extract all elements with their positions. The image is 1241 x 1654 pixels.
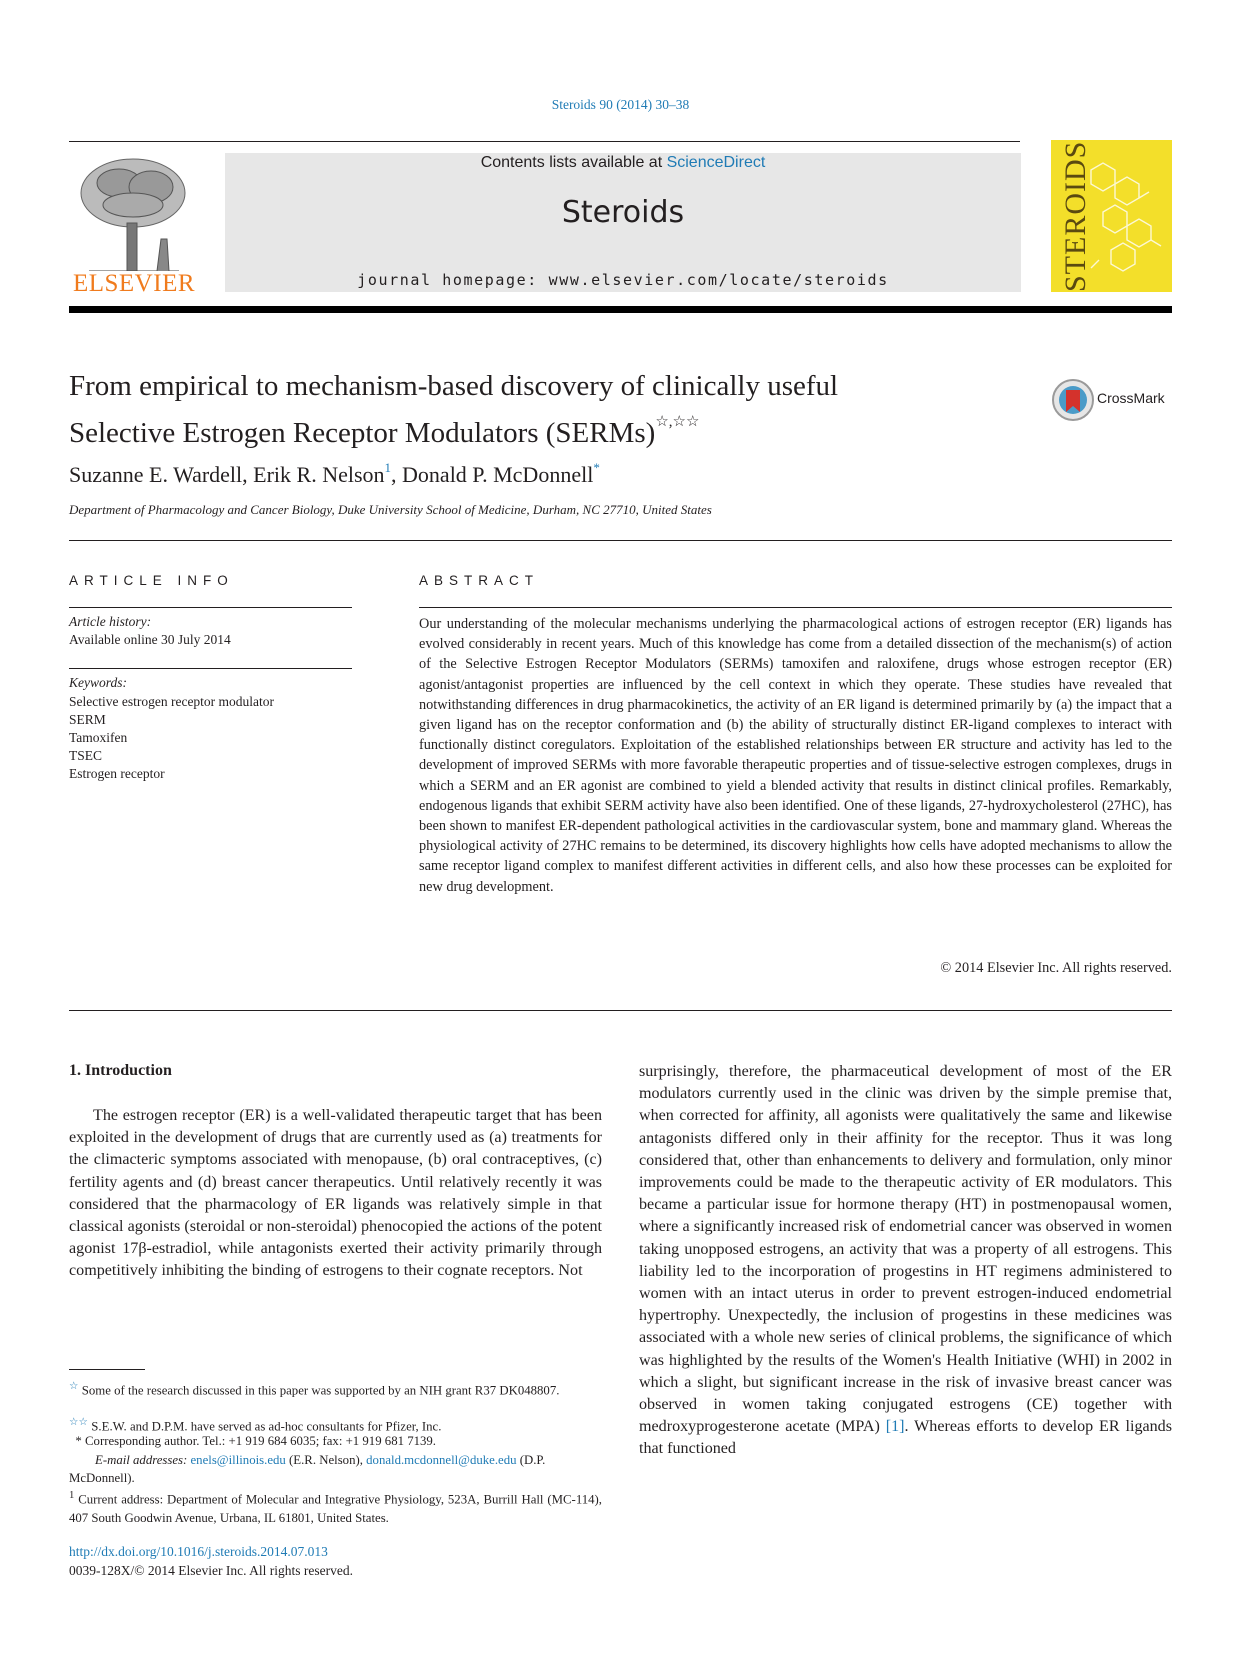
- email-owner: (E.R. Nelson),: [285, 1453, 367, 1467]
- header-thick-rule: [69, 306, 1172, 313]
- crossmark-label: CrossMark: [1097, 390, 1165, 406]
- article-history-value: Available online 30 July 2014: [69, 632, 231, 647]
- footnote-mark: ☆☆: [69, 1417, 89, 1428]
- journal-homepage[interactable]: journal homepage: www.elsevier.com/locate/steroids: [357, 271, 889, 289]
- footnote-text: Corresponding author. Tel.: +1 919 684 6035; fax: +1 919 681 7139.: [81, 1434, 436, 1448]
- doi-link[interactable]: http://dx.doi.org/10.1016/j.steroids.2014.07.013: [69, 1544, 328, 1559]
- header-rule: [69, 141, 1020, 142]
- section-heading: 1. Introduction: [69, 1062, 172, 1079]
- footnote-rule: [69, 1369, 145, 1370]
- footnote-mark: ☆: [69, 1381, 79, 1392]
- footnote-text: S.E.W. and D.P.M. have served as ad-hoc consultants for Pfizer, Inc.: [88, 1419, 442, 1434]
- contents-line: [225, 154, 1021, 172]
- section-rule: [69, 1010, 1172, 1011]
- reference-link[interactable]: [1]: [885, 1418, 905, 1436]
- abstract-heading: ABSTRACT: [419, 573, 540, 588]
- cover-title: STEROIDS: [1059, 140, 1092, 292]
- keyword-item: SERM: [69, 712, 106, 727]
- article-info-rule: [69, 668, 352, 669]
- keyword-item: Selective estrogen receptor modulator: [69, 694, 275, 709]
- footnote: [69, 1432, 602, 1450]
- author-name: Donald P. McDonnell: [402, 462, 594, 487]
- author-name: Suzanne E. Wardell: [69, 462, 243, 487]
- body-column-left: The estrogen receptor (ER) is a well-validated therapeutic target that has been exploited in the development of drugs that are currently used as (a) treatments for the climacteric symptoms associated with menopause, (b) oral contraceptives, (c) fertility agents and (d) breast cancer therapeutics. Until relatively recently it was considered that the pharmacology of ER ligands was relatively simple in that classical agonists (steroidal or non-steroidal) phenocopied the actions of the potent agonist 17β-estradiol, while antagonists exerted their activity primarily through competitively inhibiting the binding of estrogens to their cognate receptors. Not: [69, 1107, 602, 1280]
- footnote: [69, 1487, 602, 1527]
- body-paragraph-tail: . Whereas efforts to develop ER ligands that functioned: [639, 1418, 1172, 1458]
- keyword-item: Estrogen receptor: [69, 766, 165, 781]
- title-footnote-marks[interactable]: ☆,☆☆: [655, 414, 700, 430]
- crossmark-button[interactable]: [1051, 378, 1201, 422]
- journal-name: Steroids: [561, 195, 685, 230]
- journal-cover-thumbnail: [1051, 140, 1172, 292]
- footnote-mark: *: [75, 1434, 82, 1448]
- corresponding-author-mark[interactable]: *: [593, 460, 600, 475]
- author-footnote-mark[interactable]: 1: [384, 460, 392, 475]
- crossmark-icon: [1051, 378, 1095, 422]
- contents-prefix: Contents lists available at: [480, 154, 667, 171]
- article-info-rule: [69, 607, 352, 608]
- issn-line: 0039-128X/© 2014 Elsevier Inc. All rights reserved.: [69, 1563, 353, 1578]
- publisher-wordmark: ELSEVIER: [72, 270, 196, 297]
- affiliation: Department of Pharmacology and Cancer Biology, Duke University School of Medicine, Durham, NC 27710, United States: [69, 502, 712, 517]
- email-owner: (D.P. McDonnell).: [69, 1453, 546, 1486]
- keyword-item: Tamoxifen: [69, 730, 128, 745]
- keywords-list: [69, 693, 274, 783]
- title-line-1: From empirical to mechanism-based discovery of clinically useful: [69, 370, 839, 402]
- body-column-right: [639, 1061, 1172, 1461]
- body-paragraph: surprisingly, therefore, the pharmaceutical development of most of the ER modulators currently used in the clinic was driven by the simple premise that, when corrected for affinity, all agonists were qualitatively the same and likewise antagonists differed only in their affinity for the receptor. Thus it was long considered that, other than enhancements to delivery and formulation, only minor improvements could be made to the therapeutic activity of ER modulators. This became a particular issue for hormone therapy (HT) in postmenopausal women, where a significantly increased risk of endometrial cancer was observed in women taking unopposed estrogens, an activity that was a property of all estrogens. This liability led to the incorporation of progestins in HT regimens administered to women with an intact uterus in order to prevent estrogen-induced endometrial hypertrophy. Unexpectedly, the inclusion of progestins in these medicines was associated with a whole new series of clinical problems, the significance of which was highlighted by the results of the Women's Health Initiative (WHI) in 2002 in which a slight, but significant increase in the risk of invasive breast cancer was observed in women taking conjugated estrogens (CE) together with medroxyprogesterone acetate (MPA): [639, 1063, 1172, 1436]
- footnote-emails: [69, 1451, 602, 1488]
- journal-banner: [225, 153, 1021, 292]
- section-rule: [69, 540, 1172, 541]
- footnote-mark: 1: [69, 1490, 75, 1501]
- author-list: Suzanne E. Wardell, Erik R. Nelson$^1$, Donald P. McDonnell*: [69, 460, 600, 487]
- keywords-label: Keywords:: [69, 675, 127, 690]
- abstract-copyright: © 2014 Elsevier Inc. All rights reserved.: [940, 960, 1172, 976]
- abstract-text: Our understanding of the molecular mechanisms underlying the pharmacological actions of estrogen receptor (ER) ligands has evolved considerably in recent years. Much of this knowledge has come from a detailed dissection of the mechanism(s) of action of the Selective Estrogen Receptor Modulators (SERMs) tamoxifen and raloxifene, drugs whose estrogen receptor (ER) agonist/antagonist properties are influenced by the cell context in which they operate. These studies have revealed that notwithstanding differences in drug pharmacokinetics, the activity of an ER ligand is determined primarily by (a) the impact that a given ligand has on the receptor conformation and (b) the ability of structurally distinct ER-ligand complexes to interact with functionally distinct coregulators. Exploitation of the established relationships between ER structure and activity has led to the development of improved SERMs with more favorable therapeutic properties and of tissue-selective estrogen complexes, drugs in which a SERM and an ER agonist are combined to yield a blended activity that results in distinct clinical profiles. Remarkably, endogenous ligands that exhibit SERM activity have also been identified. One of these ligands, 27-hydroxycholesterol (27HC), has been shown to manifest ER-dependent pathological activities in the cardiovascular system, bone and mammary gland. Whereas the physiological activity of 27HC remains to be determined, its discovery highlights how cells have adopted mechanisms to allow the same receptor ligand complex to manifest different activities in different cells, and also how these processes can be exploited for new drug development.: [419, 616, 1172, 895]
- title-line-2: Selective Estrogen Receptor Modulators (SERMs): [69, 417, 656, 449]
- footnote-text: Current address: Department of Molecular and Integrative Physiology, 523A, Burrill Hall (MC-114), 407 South Goodwin Avenue, Urbana, IL 61801, United States.: [69, 1492, 602, 1525]
- email-link[interactable]: enels@illinois.edu: [190, 1453, 286, 1467]
- journal-reference-link[interactable]: Steroids 90 (2014) 30–38: [551, 97, 690, 112]
- footnote: [69, 1378, 602, 1400]
- email-link[interactable]: donald.mcdonnell@duke.edu: [366, 1453, 517, 1467]
- article-info-heading: ARTICLE INFO: [69, 573, 234, 588]
- abstract-rule: [419, 607, 1172, 608]
- article-history-label: Article history:: [69, 614, 152, 629]
- keyword-item: TSEC: [69, 748, 103, 763]
- article-title: [69, 368, 969, 451]
- author-name: Erik R. Nelson: [253, 462, 385, 487]
- footnote-text: Some of the research discussed in this paper was supported by an NIH grant R37 DK048807.: [78, 1383, 560, 1398]
- email-label: E-mail addresses:: [95, 1453, 191, 1467]
- sciencedirect-link[interactable]: ScienceDirect: [666, 154, 766, 171]
